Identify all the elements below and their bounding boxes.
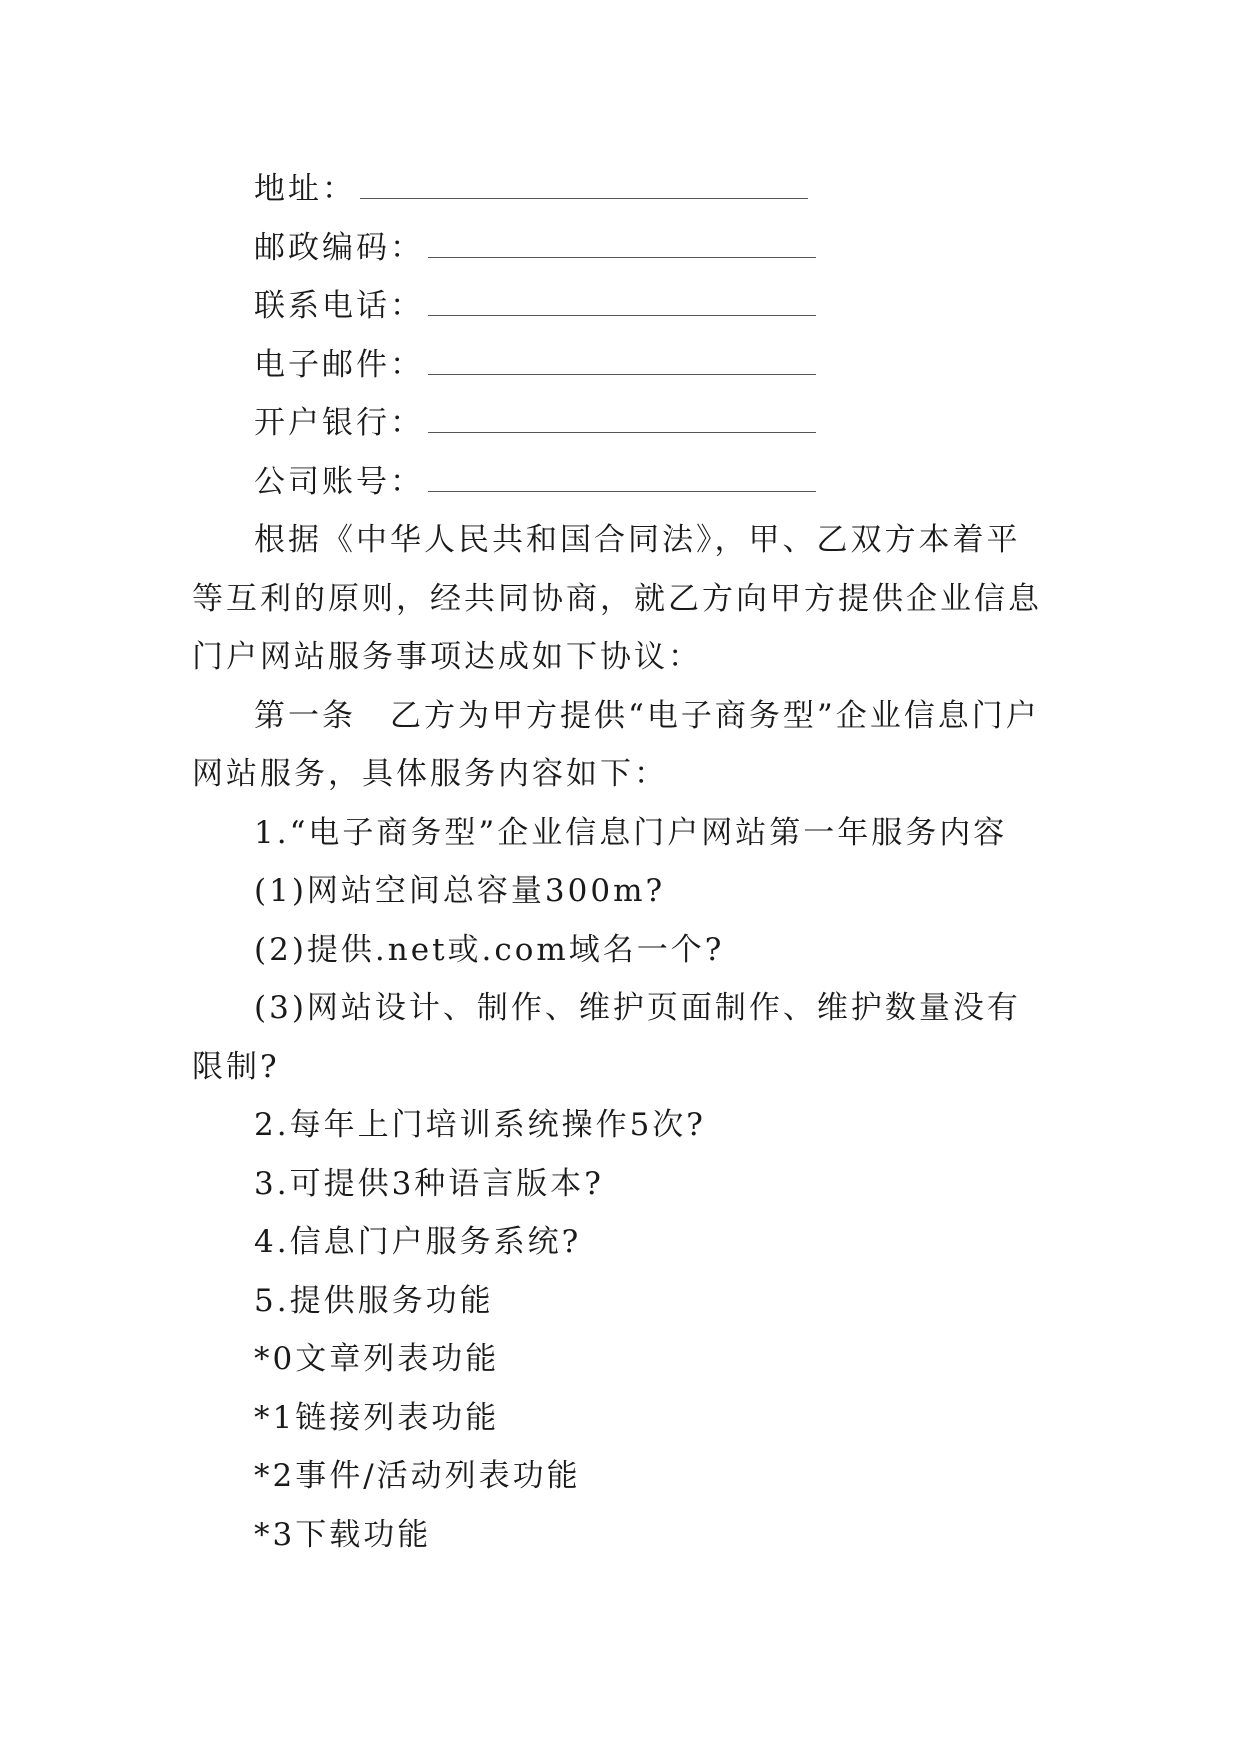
account-field [192, 453, 1052, 512]
article-one-paragraph: 第一条 乙方为甲方提供“电子商务型”企业信息门户网站服务，具体服务内容如下： [192, 697, 1040, 792]
bank-label: 开户银行： [254, 405, 424, 441]
item-1-3: (3)网站设计、制作、维护页面制作、维护数量没有限制? [192, 990, 1021, 1085]
intro-paragraph: 根据《中华人民共和国合同法》，甲、乙双方本着平等互利的原则，经共同协商，就乙方向甲方提供企业信息门户网站服务事项达成如下协议： [192, 522, 1042, 675]
item-2: 2.每年上门培训系统操作5次? [254, 1107, 706, 1143]
bank-blank [428, 410, 816, 433]
account-blank [428, 469, 816, 492]
bank-field [192, 394, 1052, 453]
feature-3: *3下载功能 [254, 1516, 432, 1553]
account-label: 公司账号： [254, 463, 424, 500]
email-blank [428, 352, 816, 375]
item-1-2: (2)提供.net或.com域名一个? [254, 931, 725, 968]
item-4: 4.信息门户服务系统? [254, 1224, 582, 1260]
item-1-1: (1)网站空间总容量300m? [254, 873, 666, 909]
postal-code-blank [428, 235, 816, 258]
phone-blank [428, 293, 816, 316]
postal-code-field [192, 219, 1052, 278]
email-label: 电子邮件： [254, 346, 424, 383]
address-label: 地址： [254, 171, 356, 207]
phone-label: 联系电话： [254, 288, 424, 324]
postal-code-label: 邮政编码： [254, 229, 424, 266]
item-3: 3.可提供3种语言版本? [254, 1165, 604, 1202]
item-1: 1.“电子商务型”企业信息门户网站第一年服务内容 [254, 814, 1008, 851]
address-field [192, 160, 1052, 219]
item-5: 5.提供服务功能 [254, 1282, 494, 1319]
address-blank [360, 176, 808, 199]
phone-field [192, 277, 1052, 336]
feature-0: *0文章列表功能 [254, 1341, 500, 1377]
document-body [192, 160, 1052, 1564]
email-field [192, 336, 1052, 395]
feature-2: *2事件/活动列表功能 [254, 1458, 581, 1494]
feature-1: *1链接列表功能 [254, 1399, 500, 1436]
